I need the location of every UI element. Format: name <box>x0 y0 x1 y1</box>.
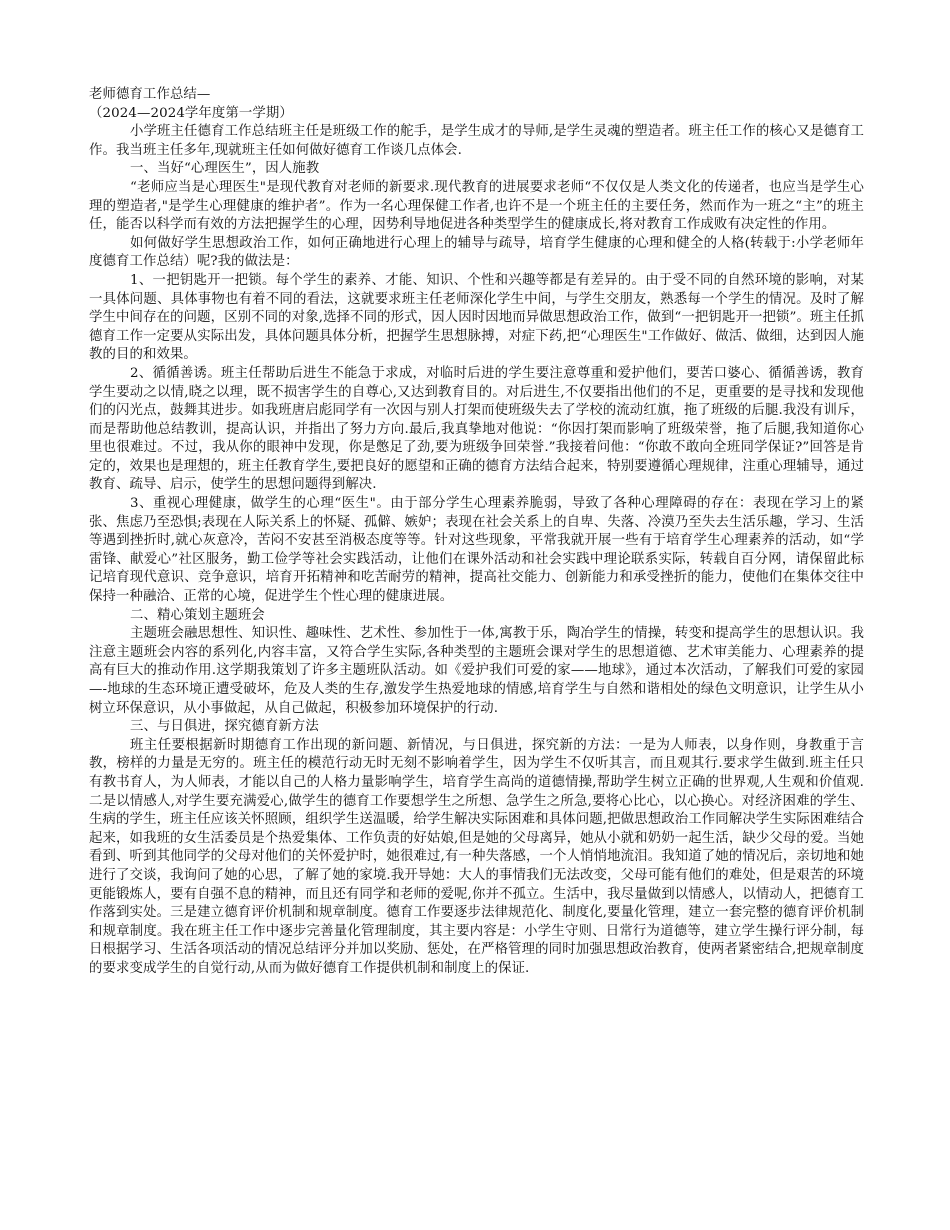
body-paragraph: 1、一把钥匙开一把锁。每个学生的素养、才能、知识、个性和兴趣等都是有差异的。由于受不同的自然环境的影响，对某一具体问题、具体事物也有着不同的看法，这就要求班主任老师深化学生中间，与学生交朋友，熟悉每一个学生的情况。及时了解学生中间存在的问题，区别不同的对象,选择不同的形式，因人因时因地而异做思想政治工作，做到“一把钥匙开一把锁”。班主任抓德育工作一定要从实际出发，具体问题具体分析，把握学生思想脉搏，对症下药,把“心理医生"工作做好、做活、做细，达到因人施教的目的和效果。 <box>89 272 864 363</box>
body-paragraph: 3、重视心理健康，做学生的心理“医生"。由于部分学生心理素养脆弱，导致了各种心理障碍的存在：表现在学习上的紧张、焦虑乃至恐惧;表现在人际关系上的怀疑、孤僻、嫉妒；表现在社会关系上的自卑、失落、冷漠乃至失去生活乐趣，学习、生活等遇到挫折时,就心灰意冷，苦闷不安甚至消极态度等等。针对这些现象，平常我就开展一些有于培育学生心理素养的活动，如“学雷锋、献爱心”社区服务，勤工俭学等社会实践活动，让他们在课外活动和社会实践中理论联系实际，转载自百分网，请保留此标记培育现代意识、竞争意识，培育开拓精神和吃苦耐劳的精神，提高社交能力、创新能力和承受挫折的能力，使他们在集体交往中保持一种融洽、正常的心境，促进学生个性心理的健康进展。 <box>89 496 864 605</box>
section-heading-2: 二、精心策划主题班会 <box>130 607 265 623</box>
document-subtitle: （2024—2024学年度第一学期） <box>89 105 293 121</box>
section-heading-1: 一、当好“心理医生”，因人施教 <box>130 161 320 177</box>
section-heading-3: 三、与日俱进，探究德育新方法 <box>130 719 319 735</box>
body-paragraph: 班主任要根据新时期德育工作出现的新问题、新情况，与日俱进，探究新的方法：一是为人师表，以身作则，身教重于言教，榜样的力量是无穷的。班主任的模范行动无时无刻不影响着学生，因为学生不仅听其言，而且观其行.要求学生做到.班主任只有教书育人，为人师表，才能以自己的人格力量影响学生，培育学生高尚的道德情操,帮助学生树立正确的世界观,人生观和价值观.二是以情感人,对学生要充满爱心,做学生的德育工作要想学生之所想、急学生之所急,要将心比心，以心换心。对经济困难的学生、生病的学生，班主任应该关怀照顾，组织学生送温暖，给学生解决实际困难和具体问题,把做思想政治工作同解决学生实际困难结合起来，如我班的女生活委员是个热爱集体、工作负责的好姑娘,但是她的父母离异，她从小就和奶奶一起生活，缺少父母的爱。当她看到、听到其他同学的父母对他们的关怀爱护时，她很难过,有一种失落感，一个人悄悄地流泪。我知道了她的情况后，亲切地和她进行了交谈，我询问了她的心思，了解了她的家境.我开导她：大人的事情我们无法改变，父母可能有他们的难处，但是艰苦的环境更能锻炼人，要有自强不息的精神，而且还有同学和老师的爱呢,你并不孤立。生活中，我尽量做到以情感人，以情动人，把德育工作落到实处。三是建立德育评价机制和规章制度。德育工作要逐步法律规范化、制度化,要量化管理，建立一套完整的德育评价机制和规章制度。我在班主任工作中逐步完善量化管理制度，其主要内容是：小学生守则、日常行为道德等，建立学生操行评分制，每日根据学习、生活各项活动的情况总结评分并加以奖励、惩处，在严格管理的同时加强思想政治教育，使两者紧密结合,把规章制度的要求变成学生的自觉行动,从而为做好德育工作提供机制和制度上的保证. <box>89 737 864 976</box>
body-paragraph: 如何做好学生思想政治工作，如何正确地进行心理上的辅导与疏导，培育学生健康的心理和健全的人格(转载于:小学老师年度德育工作总结）呢?我的做法是： <box>89 235 864 270</box>
intro-paragraph: 小学班主任德育工作总结班主任是班级工作的舵手，是学生成才的导师,是学生灵魂的塑造者。班主任工作的核心又是德育工作。我当班主任多年,现就班主任如何做好德育工作谈几点体会. <box>89 124 864 158</box>
body-paragraph: 主题班会融思想性、知识性、趣味性、艺术性、参加性于一体,寓教于乐，陶冶学生的情操，转变和提高学生的思想认识。我注意主题班会内容的系列化,内容丰富，又符合学生实际,各种类型的主题班会课对学生的思想道德、艺术审美能力、心理素养的提高有巨大的推动作用.这学期我策划了许多主题班队活动。如《爱护我们可爱的家——地球》，通过本次活动，了解我们可爱的家园—-地球的生态环境正遭受破坏，危及人类的生存,激发学生热爱地球的情感,培育学生与自然和谐相处的绿色文明意识，让学生从小树立环保意识，从小事做起，从自己做起，积极参加环境保护的行动. <box>89 626 864 716</box>
document-title: 老师德育工作总结— <box>89 87 211 102</box>
document-body <box>89 86 864 979</box>
body-paragraph: 2、循循善诱。班主任帮助后进生不能急于求成，对临时后进的学生要注意尊重和爱护他们，要苦口婆心、循循善诱，教育学生要动之以情,晓之以理，既不损害学生的自尊心,又达到教育目的。对后进生,不仅要指出他们的不足，更重要的是寻找和发现他们的闪光点，鼓舞其进步。如我班唐启彪同学有一次因与别人打架而使班级失去了学校的流动红旗，拖了班级的后腿.我没有训斥，而是帮助他总结教训，提高认识，并指出了努力方向.最后,我真挚地对他说：“你因打架而影响了班级荣誉，拖了后腿,我知道你心里也很难过。不过，我从你的眼神中发现，你是憋足了劲,要为班级争回荣誉.”我接着问他：“你敢不敢向全班同学保证?”回答是肯定的，效果也是理想的，班主任教育学生,要把良好的愿望和正确的德育方法结合起来，特别要遵循心理规律，注重心理辅导，通过教育、疏导、启示，使学生的思想问题得到解决. <box>89 365 864 493</box>
body-paragraph: “老师应当是心理医生"是现代教育对老师的新要求.现代教育的进展要求老师“不仅仅是人类文化的传递者，也应当是学生心理的塑造者,"是学生心理健康的维护者”。作为一名心理保健工作者,也许不是一个班主任的主要任务，然而作为一班之“主”的班主任，能否以科学而有效的方法把握学生的心理，因势利导地促进各种类型学生的健康成长,将对教育工作成败有决定性的作用。 <box>89 179 864 233</box>
